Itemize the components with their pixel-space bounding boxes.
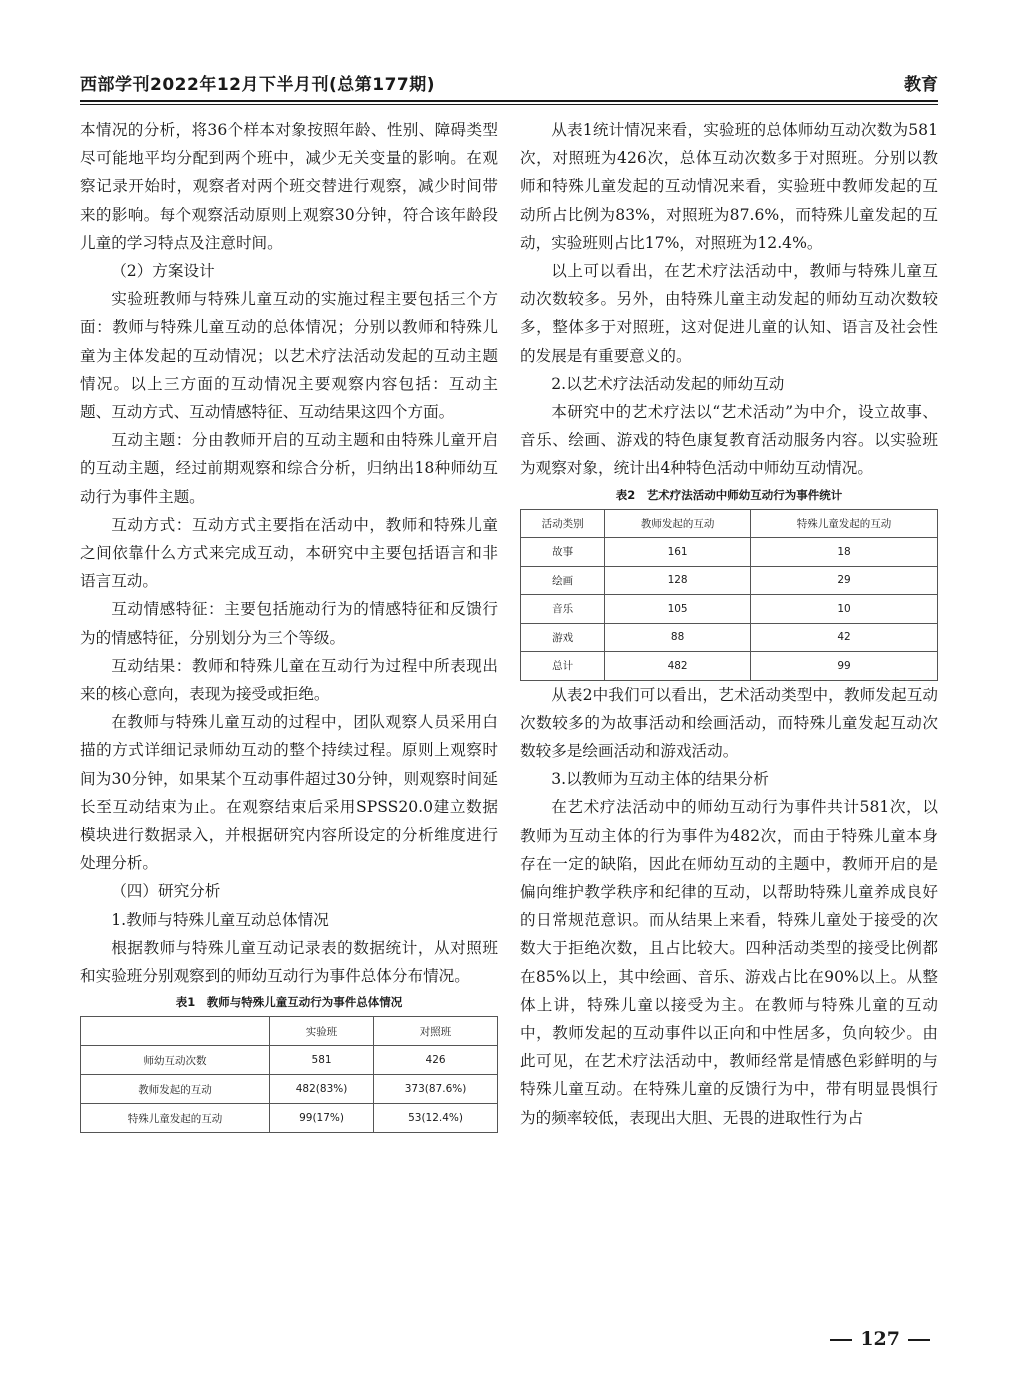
table-cell: 故事 [521, 538, 605, 567]
table-cell: 游戏 [521, 623, 605, 652]
table-cell: 426 [374, 1046, 498, 1075]
table-cell: 42 [751, 623, 938, 652]
section-heading: （2）方案设计 [111, 262, 215, 281]
table-cell: 482(83%) [270, 1075, 374, 1104]
paragraph: 在教师与特殊儿童互动的过程中，团队观察人员采用白描的方式详细记录师幼互动的整个持续过程。原则上观察时间为30分钟，如果某个互动事件超过30分钟，则观察时间延长至互动结束为止。在观察结束后采用SPSS20.0建立数据模块进行数据录入，并根据研究内容所设定的分析维度进行处理分析。 [80, 713, 498, 873]
table-header-cell: 活动类别 [521, 509, 605, 538]
table-row [521, 652, 938, 681]
table-header-cell [81, 1017, 270, 1046]
table-caption: 表1 教师与特殊儿童互动行为事件总体情况 [175, 995, 403, 1010]
paragraph: 互动情感特征：主要包括施动行为的情感特征和反馈行为的情感特征，分别划分为三个等级。 [80, 600, 498, 647]
paragraph: 互动结果：教师和特殊儿童在互动行为过程中所表现出来的核心意向，表现为接受或拒绝。 [80, 656, 498, 704]
table-cell: 581 [270, 1046, 374, 1075]
table-header-row [81, 1017, 498, 1046]
table-header-cell: 教师发起的互动 [605, 509, 751, 538]
table-header-cell: 特殊儿童发起的互动 [751, 509, 938, 538]
table-cell: 绘画 [521, 566, 605, 595]
table-2 [520, 509, 938, 681]
page-number [822, 1328, 938, 1350]
table-cell: 53(12.4%) [374, 1104, 498, 1133]
table-cell: 373(87.6%) [374, 1075, 498, 1104]
table-row [81, 1104, 498, 1133]
table-cell: 482 [605, 652, 751, 681]
header-rule-thin [80, 104, 938, 105]
table-row [81, 1046, 498, 1075]
table-header-cell: 实验班 [270, 1017, 374, 1046]
subsection-heading: 2.以艺术疗法活动发起的师幼互动 [551, 374, 785, 393]
page-number-dash [830, 1339, 852, 1341]
table-cell: 18 [751, 538, 938, 567]
paragraph: 以上可以看出，在艺术疗法活动中，教师与特殊儿童互动次数较多。另外，由特殊儿童主动发起的师幼互动次数较多，整体多于对照班，这对促进儿童的认知、语言及社会性的发展是有重要意义的。 [520, 262, 938, 365]
table-row [81, 1075, 498, 1104]
table-row [521, 623, 938, 652]
table-header-cell: 对照班 [374, 1017, 498, 1046]
paragraph: 从表2中我们可以看出，艺术活动类型中，教师发起互动次数较多的为故事活动和绘画活动，而特殊儿童发起互动次数较多是绘画活动和游戏活动。 [520, 685, 938, 761]
paragraph: 根据教师与特殊儿童互动记录表的数据统计，从对照班和实验班分别观察到的师幼互动行为事件总体分布情况。 [80, 938, 498, 986]
table-cell: 特殊儿童发起的互动 [81, 1104, 270, 1133]
table-cell: 161 [605, 538, 751, 567]
section-name: 教育 [904, 75, 938, 95]
table-row [521, 595, 938, 624]
page-number-text: 127 [860, 1328, 900, 1350]
table-cell: 99 [751, 652, 938, 681]
table-header-row [521, 509, 938, 538]
table-cell: 29 [751, 566, 938, 595]
page-number-dash [908, 1339, 930, 1341]
subsection-heading: 3.以教师为互动主体的结果分析 [551, 770, 769, 789]
paragraph: 实验班教师与特殊儿童互动的实施过程主要包括三个方面：教师与特殊儿童互动的总体情况；分别以教师和特殊儿童为主体发起的互动情况；以艺术疗法活动发起的互动主题情况。以上三方面的互动情况主要观察内容包括：互动主题、互动方式、互动情感特征、互动结果这四个方面。 [80, 290, 498, 422]
table-1 [80, 1016, 498, 1133]
paragraph: 互动方式：互动方式主要指在活动中，教师和特殊儿童之间依靠什么方式来完成互动，本研究中主要包括语言和非语言互动。 [80, 515, 498, 591]
left-column [80, 116, 498, 1133]
paragraph: 本情况的分析，将36个样本对象按照年龄、性别、障碍类型尽可能地平均分配到两个班中，减少无关变量的影响。在观察记录开始时，观察者对两个班交替进行观察，减少时间带来的影响。每个观察活动原则上观察30分钟，符合该年龄段儿童的学习特点及注意时间。 [80, 121, 498, 252]
header-rule [80, 100, 938, 102]
table-cell: 99(17%) [270, 1104, 374, 1133]
table-row [521, 538, 938, 567]
table-cell: 总计 [521, 652, 605, 681]
table-cell: 10 [751, 595, 938, 624]
table-cell: 105 [605, 595, 751, 624]
section-heading: （四）研究分析 [111, 882, 221, 901]
table-row [521, 566, 938, 595]
table-cell: 128 [605, 566, 751, 595]
table-cell: 88 [605, 623, 751, 652]
table-cell: 师幼互动次数 [81, 1046, 270, 1075]
table-cell: 教师发起的互动 [81, 1075, 270, 1104]
right-column [520, 116, 938, 1132]
paragraph: 本研究中的艺术疗法以“艺术活动”为中介，设立故事、音乐、绘画、游戏的特色康复教育活动服务内容。以实验班为观察对象，统计出4种特色活动中师幼互动情况。 [520, 403, 938, 478]
subsection-heading: 1.教师与特殊儿童互动总体情况 [111, 910, 329, 929]
paragraph: 从表1统计情况来看，实验班的总体师幼互动次数为581次，对照班为426次，总体互动次数多于对照班。分别以教师和特殊儿童发起的互动情况来看，实验班中教师发起的互动所占比例为83%，对照班为87.6%，而特殊儿童发起的互动，实验班则占比17%，对照班为12.4%。 [520, 121, 938, 252]
table-caption: 表2 艺术疗法活动中师幼互动行为事件统计 [615, 487, 843, 502]
paragraph: 互动主题：分由教师开启的互动主题和由特殊儿童开启的互动主题，经过前期观察和综合分析，归纳出18种师幼互动行为事件主题。 [80, 431, 498, 506]
table-cell: 音乐 [521, 595, 605, 624]
running-header [80, 70, 938, 100]
journal-title: 西部学刊2022年12月下半月刊(总第177期) [80, 75, 435, 95]
paragraph: 在艺术疗法活动中的师幼互动行为事件共计581次，以教师为互动主体的行为事件为482次，而由于特殊儿童本身存在一定的缺陷，因此在师幼互动的主题中，教师开启的是偏向维护教学秩序和纪律的互动，以帮助特殊儿童养成良好的日常规范意识。而从结果上来看，特殊儿童处于接受的次数大于拒绝次数，且占比较大。四种活动类型的接受比例都在85%以上，其中绘画、音乐、游戏占比在90%以上。从整体上讲，特殊儿童以接受为主。在教师与特殊儿童的互动中，教师发起的互动事件以正向和中性居多，负向较少。由此可见，在艺术疗法活动中，教师经常是情感色彩鲜明的与特殊儿童互动。在特殊儿童的反馈行为中，带有明显畏惧行为的频率较低，表现出大胆、无畏的进取性行为占 [520, 798, 938, 1127]
